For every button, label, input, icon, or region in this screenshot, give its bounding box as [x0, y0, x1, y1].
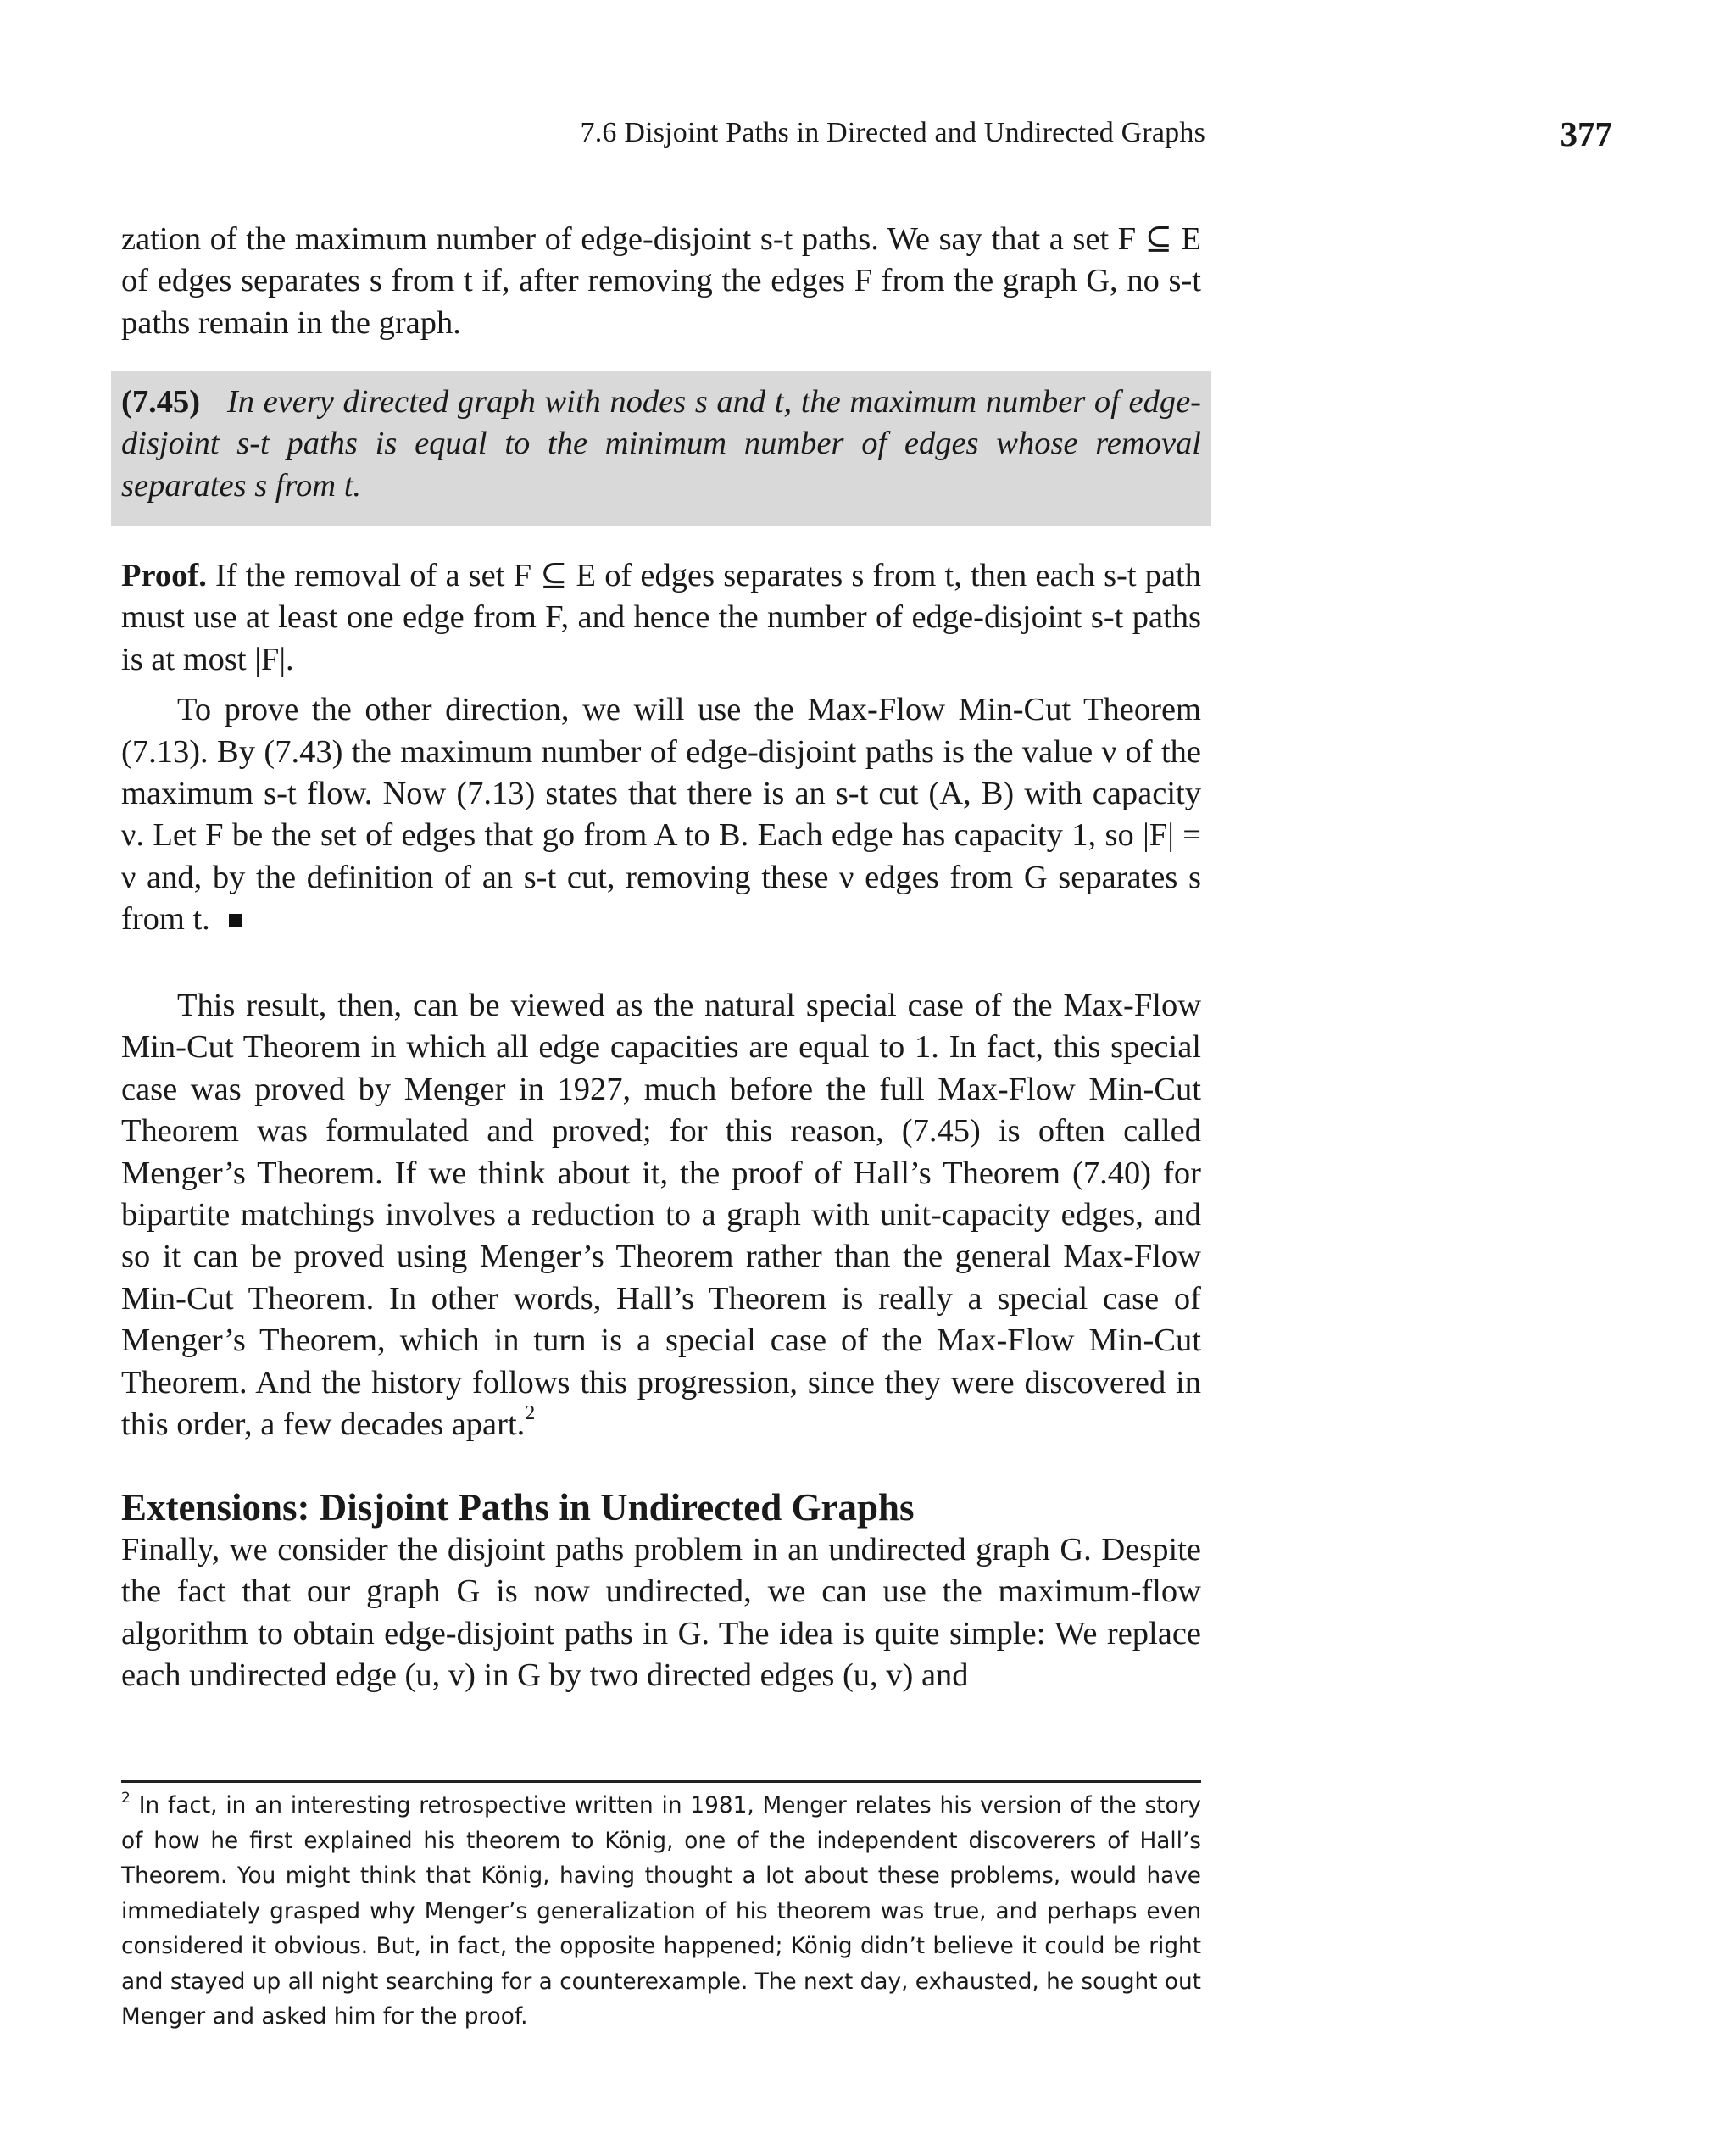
theorem-label: (7.45) — [121, 384, 201, 420]
qed-square-icon — [229, 914, 242, 927]
theorem-statement — [121, 381, 1201, 507]
body-paragraph — [121, 985, 1201, 1445]
proof-paragraph-2 — [121, 689, 1201, 940]
page-number: 377 — [1560, 114, 1612, 153]
footnote-rule — [121, 1780, 1201, 1783]
body-block — [121, 985, 1201, 1445]
proof-paragraph — [121, 555, 1201, 681]
footnote — [121, 1789, 1201, 2035]
proof-block — [121, 555, 1201, 941]
section-paragraph: Finally, we consider the disjoint paths problem in an undirected graph G. Despite the fact that our graph G is now undirected, we can use the maximum-flow algorithm to obtain edge-disjoint paths in G. The idea is quite simple: We replace each undirected edge (u, v) in G by two directed edges (u, v) and — [121, 1532, 1201, 1694]
footnote-text: In fact, in an interesting retrospective written in 1981, Menger relates his version of the story of how he first explained his theorem to König, one of the independent discoverers of Hall’s Theorem. You might think that König, having thought a lot about these problems, would have immediately grasped why Menger’s generalization of his theorem was true, and perhaps even considered it obvious. But, in fact, the opposite happened; König didn’t believe it could be right and stayed up all night searching for a counterexample. The next day, exhausted, he sought out Menger and asked him for the proof. — [121, 1793, 1201, 2030]
theorem-box — [111, 371, 1211, 526]
proof-text: If the removal of a set F ⊆ E of edges separates s from t, then each s-t path must use at least one edge from F, and hence the number of edge-disjoint s-t paths is at most |F|. — [121, 558, 1201, 677]
section-heading: Extensions: Disjoint Paths in Undirected Graphs — [121, 1486, 915, 1529]
running-head: 7.6 Disjoint Paths in Directed and Undirected Graphs — [580, 117, 1205, 148]
intro-paragraph-block — [121, 219, 1201, 344]
proof-label: Proof. — [121, 558, 207, 593]
body-text: This result, then, can be viewed as the natural special case of the Max-Flow Min-Cut Theorem in which all edge capacities are equal to 1. In fact, this special case was proved by Menger in 1927, much before the full Max-Flow Min-Cut Theorem was formulated and proved; for this reason, (7.45) is often called Menger’s Theorem. If we think about it, the proof of Hall’s Theorem (7.40) for bipartite matchings involves a reduction to a graph with unit-capacity edges, and so it can be proved using Menger’s Theorem rather than the general Max-Flow Min-Cut Theorem. In other words, Hall’s Theorem is really a special case of Menger’s Theorem, which in turn is a special case of the Max-Flow Min-Cut Theorem. And the history follows this progression, since they were discovered in this order, a few decades apart. — [121, 988, 1201, 1443]
theorem-text: In every directed graph with nodes s and t, the maximum number of edge-disjoint s-t paths is equal to the minimum number of edges whose removal separates s from t. — [121, 384, 1201, 504]
section-block — [121, 1485, 1201, 1697]
footnote-marker: 2 — [121, 1790, 131, 1807]
footnote-reference: 2 — [525, 1402, 536, 1425]
proof-text-2: To prove the other direction, we will use the Max-Flow Min-Cut Theorem (7.13). By (7.43) the maximum number of edge-disjoint paths is the value ν of the maximum s-t flow. Now (7.13) states that there is an s-t cut (A, B) with capacity ν. Let F be the set of edges that go from A to B. Each edge has capacity 1, so |F| = ν and, by the definition of an s-t cut, removing these ν edges from G separates s from t. — [121, 692, 1201, 938]
intro-paragraph: zation of the maximum number of edge-disjoint s-t paths. We say that a set F ⊆ E of edges separates s from t if, after removing the edges F from the graph G, no s-t paths remain in the graph. — [121, 221, 1201, 341]
